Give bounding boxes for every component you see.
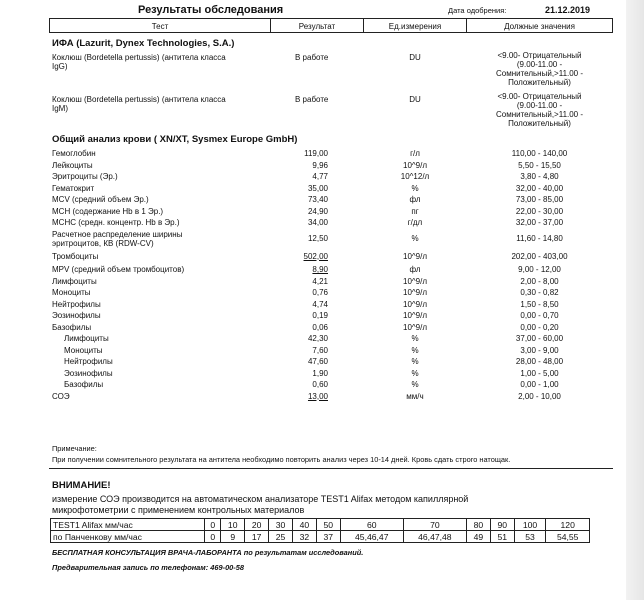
test-result: 8,90 (312, 265, 328, 274)
test-name: Эозинофилы (64, 368, 113, 378)
test-name: Лимфоциты (64, 334, 109, 343)
test-name: IgG) (52, 62, 68, 71)
test-result: 4,74 (312, 299, 328, 309)
test-name: Расчетное распределение ширины (52, 229, 183, 239)
test-result: 9,96 (312, 160, 328, 170)
test-unit: % (411, 380, 419, 389)
conversion-row-label: TEST1 Alifax мм/час (51, 519, 205, 531)
test-unit: мм/ч (406, 391, 424, 401)
test-name: Гемоглобин (52, 149, 96, 158)
test-unit: пг (411, 206, 419, 216)
test-result: 0,60 (312, 380, 328, 389)
conversion-cell: 120 (546, 519, 590, 531)
test-name: СОЭ (52, 391, 70, 401)
test-reference: 3,80 - 4,80 (520, 172, 559, 181)
approval-label: Дата одобрения: (448, 6, 507, 15)
test-name: Нейтрофилы (64, 357, 113, 366)
test-unit: г/л (410, 149, 420, 158)
test-name: MCHC (средн. концентр. Hb в Эр.) (52, 218, 180, 227)
conversion-cell: 54,55 (546, 531, 590, 543)
test-result: 42,30 (307, 334, 328, 343)
test-result: 0,06 (312, 322, 328, 332)
test-name: MPV (средний объем тромбоцитов) (52, 265, 185, 274)
test-name: MCV (средний объем Эр.) (52, 195, 149, 204)
approval-date: 21.12.2019 (545, 5, 591, 15)
conversion-row-panchenkov (51, 531, 590, 543)
test-reference: (9.00-11.00 - (516, 101, 563, 110)
attention-line: микрофотометрии с применением контрольных материалов (52, 505, 305, 515)
test-unit: фл (409, 265, 421, 274)
test-name: Эритроциты (Эр.) (52, 172, 118, 181)
test-reference: (9.00-11.00 - (516, 60, 563, 69)
conversion-cell: 17 (245, 531, 269, 543)
test-unit: 10^9/л (403, 276, 427, 286)
test-unit: фл (409, 195, 421, 204)
test-name: Моноциты (52, 288, 91, 297)
page-title: Результаты обследования (138, 4, 284, 16)
test-reference: Сомнительный,>11.00 - (495, 110, 584, 119)
conversion-cell: 9 (221, 531, 245, 543)
test-unit: 10^9/л (403, 299, 427, 309)
column-header-test: Тест (151, 22, 169, 31)
conversion-cell: 37 (316, 531, 340, 543)
test-unit: 10^9/л (403, 322, 427, 332)
section-title-ifa: ИФА (Lazurit, Dynex Technologies, S.A.) (52, 38, 235, 49)
test-unit: 10^9/л (403, 251, 427, 261)
test-result: 35,00 (307, 183, 328, 193)
conversion-cell: 53 (514, 531, 546, 543)
consultation-note: БЕСПЛАТНАЯ КОНСУЛЬТАЦИЯ ВРАЧА-ЛАБОРАНТА по результатам исследований. (52, 548, 364, 557)
conversion-cell: 25 (269, 531, 293, 543)
test-unit: DU (409, 95, 421, 104)
test-result: 13,00 (307, 391, 328, 401)
test-name: Моноциты (64, 345, 103, 355)
test-unit: % (411, 345, 419, 355)
test-reference: 0,00 - 0,70 (520, 311, 559, 320)
test-reference: 1,50 - 8,50 (520, 299, 559, 309)
conversion-row-label: по Панченкову мм/час (51, 531, 205, 543)
test-unit: % (411, 233, 419, 243)
conversion-cell: 70 (403, 519, 466, 531)
test-reference: 0,00 - 1,00 (520, 380, 559, 389)
test-reference: 9,00 - 12,00 (518, 265, 561, 274)
test-name: Эозинофилы (52, 311, 101, 320)
test-result: 73,40 (307, 195, 328, 204)
conversion-cell: 0 (205, 531, 221, 543)
test-unit: % (411, 334, 419, 343)
test-name: Лейкоциты (52, 160, 93, 170)
conversion-cell: 0 (205, 519, 221, 531)
conversion-cell: 10 (221, 519, 245, 531)
test-reference: 3,00 - 9,00 (520, 345, 559, 355)
test-reference: Положительный) (508, 78, 571, 87)
conversion-cell: 46,47,48 (403, 531, 466, 543)
test-unit: % (411, 357, 419, 366)
notes-label: Примечание: (52, 444, 97, 453)
test-result: 12,50 (307, 233, 328, 243)
test-result: 119,00 (304, 149, 328, 158)
notes-text: При получении сомнительного результата на антитела необходимо повторить анализ через 10-14 дней. Кровь сдать строго натощак. (52, 455, 511, 464)
test-reference: 0,30 - 0,82 (520, 288, 559, 297)
test-unit: % (411, 368, 419, 378)
conversion-cell: 100 (514, 519, 546, 531)
test-reference: 28,00 - 48,00 (515, 357, 564, 366)
test-reference: 73,00 - 85,00 (515, 195, 564, 204)
test-reference: <9.00- Отрицательный (497, 92, 582, 101)
page-edge-shadow (626, 0, 644, 600)
test-reference: Положительный) (508, 119, 571, 128)
test-unit: 10^9/л (403, 311, 427, 320)
test-result: 24,90 (307, 206, 328, 216)
test-name: IgM) (52, 104, 68, 113)
conversion-cell: 32 (292, 531, 316, 543)
test-result: 0,19 (312, 311, 328, 320)
test-reference: 11,60 - 14,80 (516, 233, 563, 243)
test-result: В работе (295, 53, 329, 62)
test-name: Коклюш (Bordetella pertussis) (антитела класса (52, 53, 226, 62)
test-result: 502,00 (303, 251, 328, 261)
header-top-rule (49, 18, 613, 19)
test-result: 4,21 (312, 276, 328, 286)
test-reference: 110,00 - 140,00 (511, 149, 568, 158)
test-result: 7,60 (312, 345, 328, 355)
test-reference: 5,50 - 15,50 (518, 160, 561, 170)
test-unit: г/дл (407, 218, 423, 227)
conversion-cell: 80 (466, 519, 490, 531)
test-name: Коклюш (Bordetella pertussis) (антитела класса (52, 95, 226, 104)
test-reference: <9.00- Отрицательный (497, 51, 582, 60)
test-unit: 10^12/л (400, 172, 430, 181)
col-divider (612, 18, 613, 33)
conversion-cell: 40 (292, 519, 316, 531)
phone-note: Предварительная запись по телефонам: 469-00-58 (52, 563, 244, 572)
test-reference: 2,00 - 10,00 (518, 391, 561, 401)
esr-conversion-table (50, 518, 590, 543)
test-reference: 32,00 - 37,00 (515, 218, 564, 227)
test-name: Лимфоциты (52, 276, 97, 286)
test-reference: Сомнительный,>11.00 - (495, 69, 584, 78)
test-result: 0,76 (312, 288, 328, 297)
conversion-cell: 45,46,47 (340, 531, 403, 543)
test-reference: 1,00 - 5,00 (520, 368, 559, 378)
test-unit: 10^9/л (403, 160, 427, 170)
conversion-cell: 90 (490, 519, 514, 531)
test-reference: 2,00 - 8,00 (520, 276, 559, 286)
notes-rule (49, 468, 613, 469)
attention-line: измерение СОЭ производится на автоматическом анализаторе TEST1 Alifax методом капиллярной (52, 494, 469, 504)
test-result: 34,00 (307, 218, 328, 227)
test-result: В работе (295, 95, 329, 104)
test-name: Базофилы (64, 380, 104, 389)
test-reference: 22,00 - 30,00 (515, 206, 564, 216)
test-reference: 202,00 - 403,00 (511, 251, 568, 261)
test-reference: 37,00 - 60,00 (515, 334, 564, 343)
test-name: Тромбоциты (52, 251, 99, 261)
section-title-cbc: Общий анализ крови ( XN/XT, Sysmex Europe GmbH) (52, 134, 298, 145)
conversion-cell: 20 (245, 519, 269, 531)
test-unit: DU (409, 53, 421, 62)
test-name: MCH (содержание Hb в 1 Эр.) (52, 206, 164, 216)
test-unit: 10^9/л (403, 288, 427, 297)
column-header-unit: Ед.измерения (388, 22, 442, 31)
conversion-row-test1 (51, 519, 590, 531)
test-result: 1,90 (312, 368, 328, 378)
conversion-cell: 60 (340, 519, 403, 531)
conversion-cell: 49 (466, 531, 490, 543)
column-header-reference: Должные значения (504, 22, 575, 31)
attention-title: ВНИМАНИЕ! (52, 480, 111, 491)
test-result: 47,60 (307, 357, 328, 366)
test-name: Нейтрофилы (52, 299, 101, 309)
test-name: Гематокрит (52, 183, 95, 193)
test-reference: 32,00 - 40,00 (515, 183, 564, 193)
conversion-cell: 51 (490, 531, 514, 543)
test-unit: % (411, 183, 419, 193)
test-result: 4,77 (312, 172, 328, 181)
conversion-cell: 30 (269, 519, 293, 531)
header-bottom-rule (49, 32, 613, 33)
test-reference: 0,00 - 0,20 (520, 322, 559, 332)
test-name: Базофилы (52, 322, 92, 332)
test-name: эритроцитов, КВ (RDW-CV) (52, 238, 154, 248)
column-header-result: Результат (298, 22, 336, 31)
conversion-cell: 50 (316, 519, 340, 531)
